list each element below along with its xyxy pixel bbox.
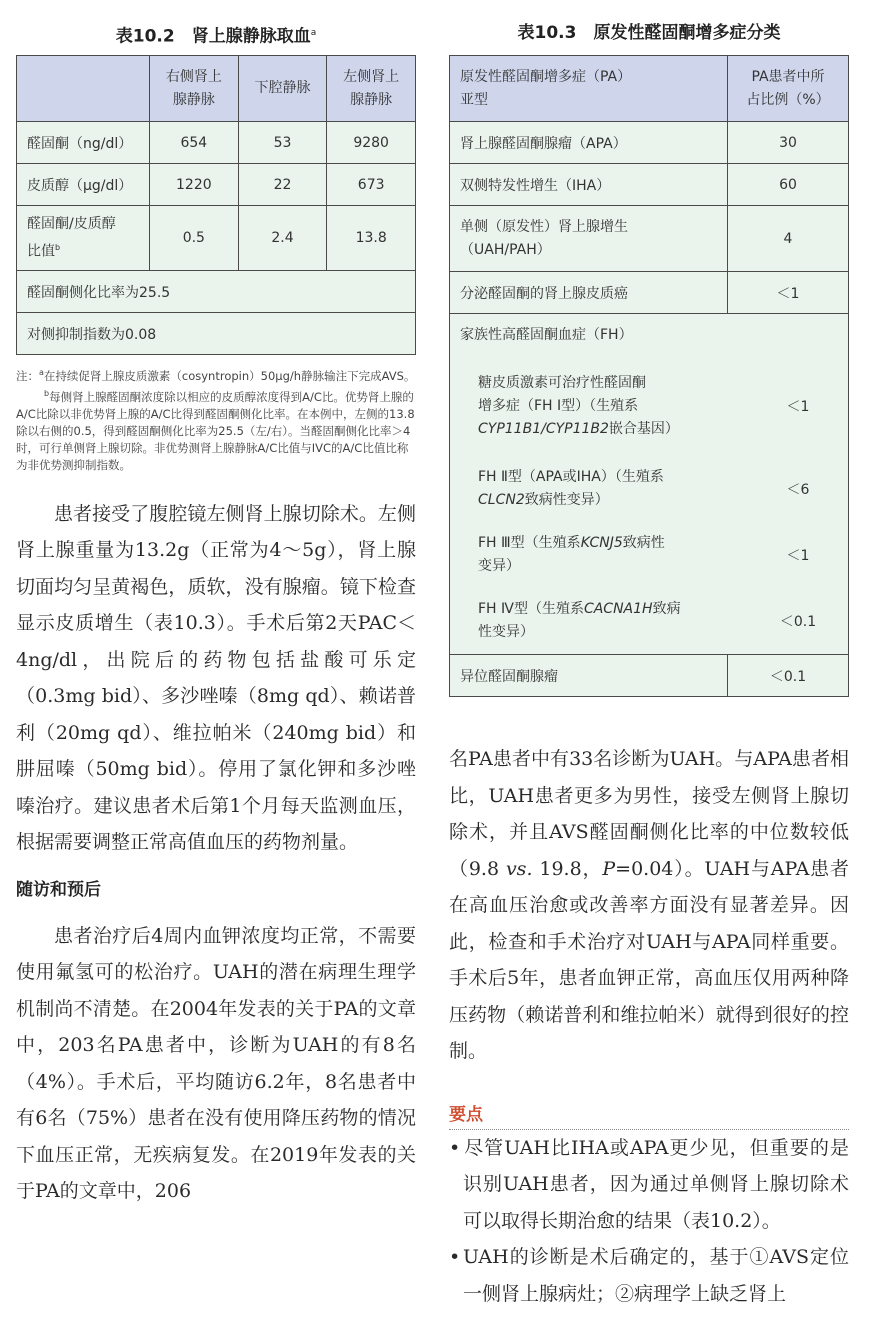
cell-value: 13.8 bbox=[327, 206, 416, 271]
fh-subrow: 糖皮质激素可治疗性醛固酮 增多症（FH Ⅰ型）（生殖系 CYP11B1/CYP11B2嵌合基因） ＜1 bbox=[450, 356, 848, 456]
header-cell-left-adrenal: 左侧肾上 腺静脉 bbox=[327, 56, 416, 122]
table-row bbox=[450, 164, 849, 206]
contralateral-suppression-index: 对侧抑制指数为0.08 bbox=[17, 313, 416, 355]
cell-value: 53 bbox=[238, 122, 327, 164]
body-paragraph: 患者接受了腹腔镜左侧肾上腺切除术。左侧肾上腺重量为13.2g（正常为4～5g），肾上腺切面均匀呈黄褐色，质软，没有腺瘤。镜下检查显示皮质增生（表10.3）。手术后第2天PAC＜4ng/dl，出院后的药物包括盐酸可乐定（0.3mg bid）、多沙唑嗪（8mg qd）、赖诺普利（20mg qd）、维拉帕米（240mg bid）和肼屈嗪（50mg bid）。停用了氯化钾和多沙唑嗪治疗。建议患者术后第1个月每天监测血压，根据需要调整正常高值血压的药物剂量。 bbox=[16, 502, 416, 854]
table-10-2-title: 表10.2 肾上腺静脉取血$^a$ bbox=[115, 26, 317, 47]
table-10-2 bbox=[16, 55, 416, 355]
fh-subrow: FH Ⅲ型（生殖系KCNJ5致病性 变异） ＜1 bbox=[450, 522, 848, 588]
cell-value: 0.5 bbox=[150, 206, 239, 271]
cell-value: ＜0.1 bbox=[779, 614, 817, 630]
note-a: 注：$^a$在持续促肾上腺皮质激素（cosyntropin）50μg/h静脉输注下完成AVS。 bbox=[16, 368, 416, 383]
table-row bbox=[17, 164, 416, 206]
row-label: 醛固酮/皮质醇 比值$^b$ bbox=[17, 206, 150, 271]
key-point-item: • 尽管UAH比IHA或APA更少见，但重要的是识别UAH患者，因为通过单侧肾上腺切除术可以取得长期治愈的结果（表10.2）。 bbox=[449, 1136, 849, 1232]
cell-value: 673 bbox=[327, 164, 416, 206]
row-label: 双侧特发性增生（IHA） bbox=[450, 164, 728, 206]
table-10-3 bbox=[449, 55, 849, 697]
header-cell-subtype: 原发性醛固酮增多症（PA） 亚型 bbox=[450, 56, 728, 122]
fh-group-row bbox=[450, 314, 849, 655]
table-header-row bbox=[450, 56, 849, 122]
table-row bbox=[450, 122, 849, 164]
row-label: 醛固酮（ng/dl） bbox=[17, 122, 150, 164]
cell-value: 9280 bbox=[327, 122, 416, 164]
table-10-2-notes bbox=[16, 364, 416, 474]
cell-value: 2.4 bbox=[238, 206, 327, 271]
right-column bbox=[449, 0, 849, 1312]
cell-value: ＜1 bbox=[728, 272, 849, 314]
table-span-row bbox=[17, 313, 416, 355]
body-paragraph: 患者治疗后4周内血钾浓度均正常，不需要使用氟氢可的松治疗。UAH的潜在病理生理学机制尚不清楚。在2004年发表的关于PA的文章中，203名PA患者中，诊断为UAH的有8名（4%）。手术后，平均随访6.2年，8名患者中有6名（75%）患者在没有使用降压药物的情况下血压正常，无疾病复发。在2019年发表的关于PA的文章中，206 bbox=[16, 924, 416, 1203]
table-row bbox=[17, 206, 416, 271]
section-heading: 随访和预后 bbox=[16, 879, 101, 900]
table-header-row bbox=[17, 56, 416, 122]
key-points-title: 要点 bbox=[449, 1100, 849, 1130]
header-cell-right-adrenal: 右侧肾上 腺静脉 bbox=[150, 56, 239, 122]
fh-group-label: 家族性高醛固酮血症（FH） bbox=[460, 327, 633, 343]
row-label: 单侧（原发性）肾上腺增生 （UAH/PAH） bbox=[450, 206, 728, 272]
cell-value: 60 bbox=[728, 164, 849, 206]
left-column bbox=[16, 0, 416, 1210]
cell-value: 654 bbox=[150, 122, 239, 164]
header-cell-empty bbox=[17, 56, 150, 122]
table-span-row bbox=[17, 271, 416, 313]
table-row bbox=[17, 122, 416, 164]
row-label: 分泌醛固酮的肾上腺皮质癌 bbox=[450, 272, 728, 314]
cell-value: 22 bbox=[238, 164, 327, 206]
cell-value: ＜1 bbox=[786, 399, 810, 415]
cell-value: ＜6 bbox=[786, 482, 810, 498]
fh-subrow: FH Ⅱ型（APA或IHA）（生殖系 CLCN2致病性变异） ＜6 bbox=[450, 456, 848, 522]
key-point-item: • UAH的诊断是术后确定的，基于①AVS定位一侧肾上腺病灶；②病理学上缺乏肾上 bbox=[449, 1246, 849, 1305]
cell-value: 1220 bbox=[150, 164, 239, 206]
header-cell-ivc: 下腔静脉 bbox=[238, 56, 327, 122]
cell-value: ＜0.1 bbox=[728, 655, 849, 697]
table-row bbox=[450, 206, 849, 272]
cell-value: 30 bbox=[728, 122, 849, 164]
body-paragraph: 名PA患者中有33名诊断为UAH。与APA患者相比，UAH患者更多为男性，接受左侧肾上腺切除术，并且AVS醛固酮侧化比率的中位数较低（9.8 vs. 19.8，P=0.04）。UAH与APA患者在高血压治愈或改善率方面没有显著差异。因此，检查和手术治疗对UAH与APA同样重要。手术后5年，患者血钾正常，高血压仅用两种降压药物（赖诺普利和维拉帕米）就得到很好的控制。 bbox=[449, 748, 849, 1062]
lateralization-ratio: 醛固酮侧化比率为25.5 bbox=[17, 271, 416, 313]
row-label: 异位醛固酮腺瘤 bbox=[450, 655, 728, 697]
row-label: 肾上腺醛固酮腺瘤（APA） bbox=[450, 122, 728, 164]
table-row bbox=[450, 655, 849, 697]
cell-value: ＜1 bbox=[786, 548, 810, 564]
fh-subrow: FH Ⅳ型（生殖系CACNA1H致病 性变异） ＜0.1 bbox=[450, 588, 848, 654]
table-row bbox=[450, 272, 849, 314]
table-10-3-title: 表10.3 原发性醛固酮增多症分类 bbox=[517, 23, 781, 43]
row-label: 皮质醇（μg/dl） bbox=[17, 164, 150, 206]
header-cell-percentage: PA患者中所 占比例（%） bbox=[728, 56, 849, 122]
cell-value: 4 bbox=[728, 206, 849, 272]
note-b: $^b$每侧肾上腺醛固酮浓度除以相应的皮质醇浓度得到A/C比。优势肾上腺的A/C比除以非优势肾上腺的A/C比得到醛固酮侧化比率。在本例中，左侧的13.8除以右侧的0.5，得到醛固酮侧化比率为25.5（左/右）。当醛固酮侧化比率＞4时，可行单侧肾上腺切除。非优势测肾上腺静脉A/C比值与IVC的A/C比值比称为非优势测抑制指数。 bbox=[16, 388, 415, 472]
